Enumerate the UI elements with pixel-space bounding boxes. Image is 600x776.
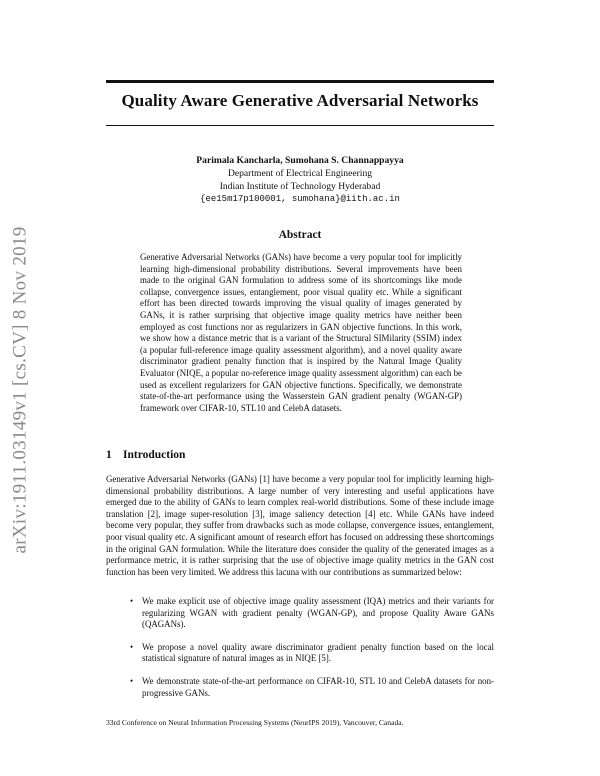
list-item (130, 642, 494, 665)
section-number: 1 (106, 449, 112, 461)
section-heading-introduction (106, 449, 185, 461)
arxiv-identifier: arXiv:1911.03149v1 [cs.CV] 8 Nov 2019 (10, 226, 31, 554)
bullet-icon: • (130, 596, 134, 606)
abstract-heading: Abstract (278, 229, 322, 241)
introduction-text: Generative Adversarial Networks (GANs) [1] have become a very popular tool for implicitly learning high-dimensional probability distributions. A large number of very interesting and useful applications have emerged due to the ability of GANs to learn complex real-world distributions. Some of these include image translation [2], image super-resolution [3], image saliency detection [4] etc. While GANs have indeed become very popular, they suffer from drawbacks such as mode collapse, convergence issues, entanglement, poor visual quality etc. A significant amount of research effort has focused on addressing these shortcomings in the original GAN formulation. While the literature does consider the quality of the generated images as a performance metric, it is rather surprising that the use of objective image quality metrics in the GAN cost function has been very limited. We address this lacuna with our contributions as summarized below: (106, 474, 494, 577)
paper-title: Quality Aware Generative Adversarial Networks (121, 91, 479, 110)
list-item (130, 596, 494, 631)
contribution-text: We demonstrate state-of-the-art performance on CIFAR-10, STL 10 and CelebA datasets for non-progressive GANs. (142, 675, 494, 698)
abstract-text: Generative Adversarial Networks (GANs) have become a very popular tool for implicitly learning high-dimensional probability distributions. Several improvements have been made to the original GAN formulation to address some of its shortcomings like mode collapse, convergence issues, entanglement, poor visual quality etc. While a significant effort has been directed towards improving the visual quality of images generated by GANs, it is rather surprising that objective image quality metrics have neither been employed as cost functions nor as regularizers in GAN objective functions. In this work, we show how a distance metric that is a variant of the Structural SIMilarity (SSIM) index (a popular full-reference image quality assessment algorithm), and a novel quality aware discriminator gradient penalty function that is inspired by the Natural Image Quality Evaluator (NIQE, a popular no-reference image quality assessment algorithm) can each be used as excellent regularizers for GAN objective functions. Specifically, we demonstrate state-of-the-art performance using the Wasserstein GAN gradient penalty (WGAN-GP) framework over CIFAR-10, STL10 and CelebA datasets. (140, 252, 462, 413)
bullet-icon: • (130, 641, 134, 652)
title-rule-top (106, 80, 494, 83)
author-department: Department of Electrical Engineering (227, 167, 373, 179)
contribution-text: We propose a novel quality aware discriminator gradient penalty function based on the local statistical signature of natural images as in NIQE [5]. (142, 641, 494, 664)
title-rule-bottom (106, 125, 494, 126)
author-names: Parimala Kancharla, Sumohana S. Channappayya (196, 155, 404, 166)
conference-footnote: 33rd Conference on Neural Information Processing Systems (NeurIPS 2019), Vancouver, Canada. (106, 718, 404, 727)
section-title: Introduction (123, 449, 186, 461)
author-email: {ee15m17p100001, sumohana}@iith.ac.in (200, 194, 400, 205)
author-institution: Indian Institute of Technology Hyderabad (219, 180, 381, 192)
arxiv-side-stamp (2, 205, 40, 575)
contribution-text: We make explicit use of objective image quality assessment (IQA) metrics and their variants for regularizing WGAN with gradient penalty (WGAN-GP), and propose Quality Aware GANs (QAGANs). (142, 596, 494, 630)
author-block (106, 155, 494, 206)
contributions-list (130, 596, 494, 710)
bullet-icon: • (130, 675, 134, 686)
list-item (130, 676, 494, 699)
